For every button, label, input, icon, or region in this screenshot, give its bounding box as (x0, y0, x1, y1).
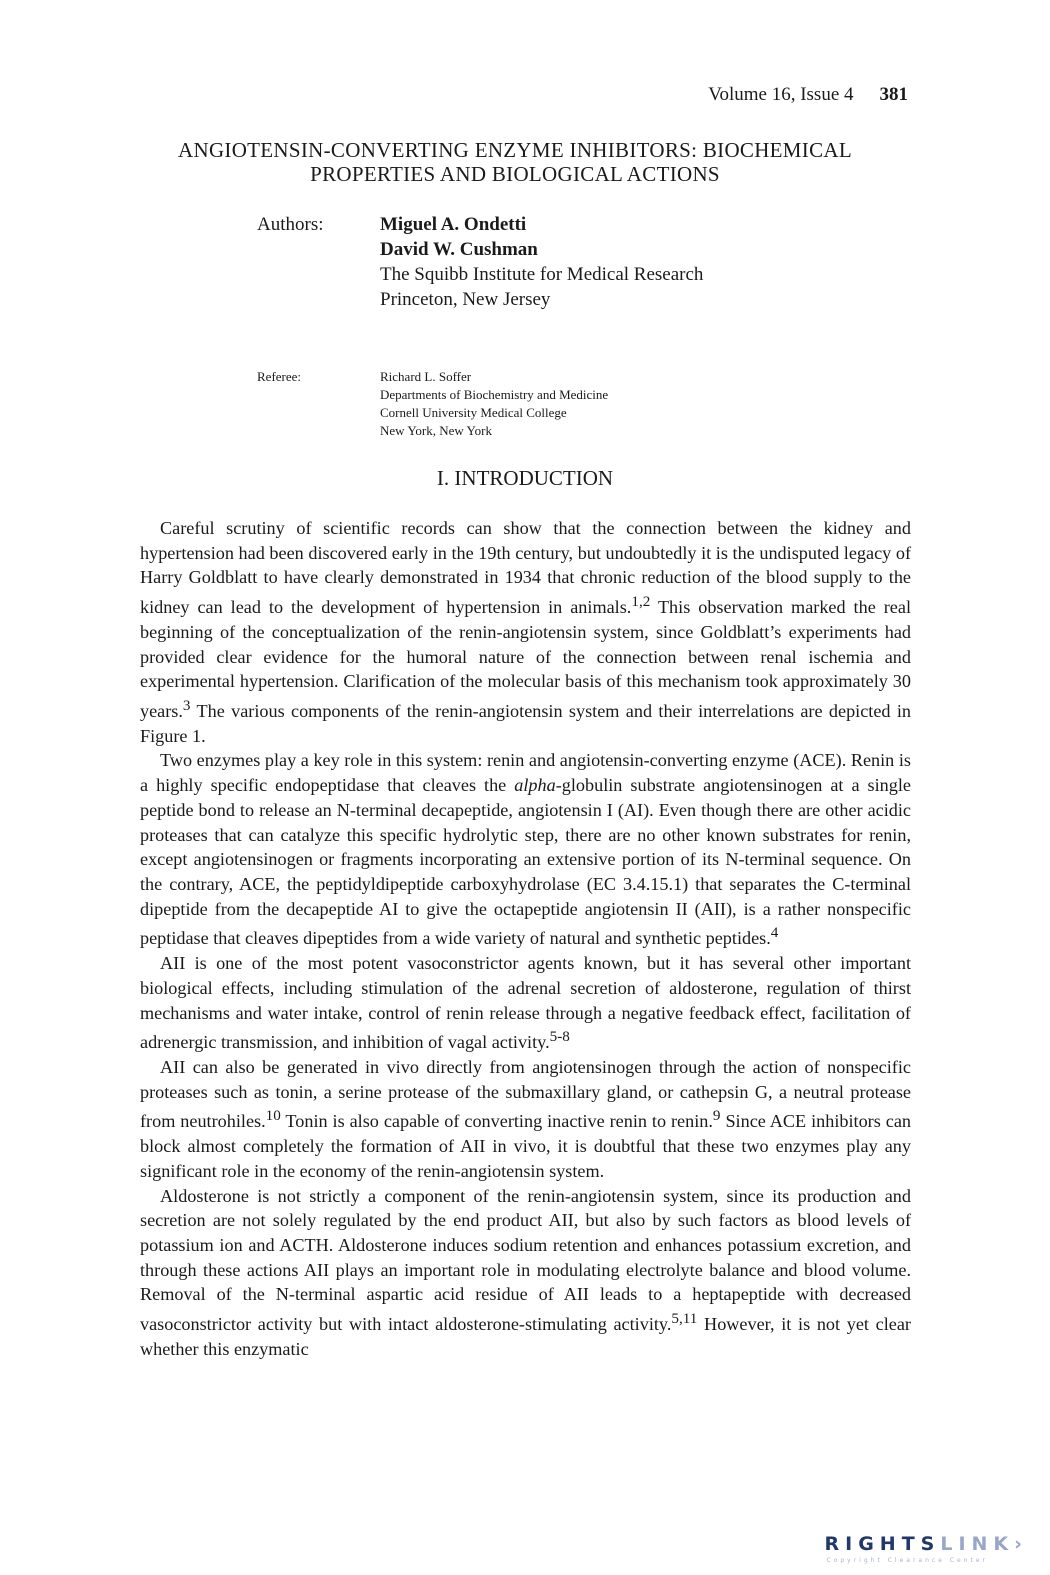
title-line-2: PROPERTIES AND BIOLOGICAL ACTIONS (310, 162, 720, 186)
paragraph (140, 951, 911, 1055)
authors-label: Authors: (257, 214, 324, 235)
text-run: Aldosterone is not strictly a component of the renin-angiotensin system, since its production and secretion are not solely regulated by the end product AII, but also by such factors as blood levels of potassium ion and ACTH. Aldosterone induces sodium retention and enhances potassium excretion, and through these actions AII plays an important role in modulating electrolyte balance and blood volume. Removal of the N-terminal aspartic acid residue of AII leads to a heptapeptide with decreased vasoconstrictor activity but with intact aldosterone-stimulating activity. (140, 1185, 911, 1335)
referee-line: New York, New York (380, 423, 492, 438)
referee-line: Departments of Biochemistry and Medicine (380, 387, 609, 402)
paragraph (140, 748, 911, 951)
paragraph (140, 1055, 911, 1184)
section-heading: I. INTRODUCTION (436, 466, 614, 490)
rightslink-subtitle: Copyright Clearance Center (826, 1557, 988, 1564)
citation: 5-8 (549, 1028, 570, 1046)
referee-line: Richard L. Soffer (380, 369, 472, 384)
referee-line: Cornell University Medical College (380, 405, 567, 420)
citation: 1,2 (631, 593, 651, 611)
text-run: The various components of the renin-angiotensin system and their interrelations are depicted in Figure 1. (140, 701, 911, 746)
title-line-1: ANGIOTENSIN-CONVERTING ENZYME INHIBITORS: BIOCHEMICAL (178, 138, 852, 162)
citation: 3 (182, 696, 191, 714)
volume-issue: Volume 16, Issue 4 (708, 84, 854, 105)
citation: 4 (770, 924, 779, 942)
paragraph (140, 516, 911, 748)
rightslink-logo[interactable] (824, 1533, 1029, 1564)
text-run: Careful scrutiny of scientific records can show that the connection between the kidney and hypertension had been discovered early in the 19th century, but undoubtedly it is the undisputed legacy of Harry Goldblatt to have clearly demonstrated in 1934 that chronic reduction of the blood supply to the kidney can lead to the development of hypertension in animals. (140, 518, 911, 618)
rightslink-arrow-icon: › (1014, 1533, 1028, 1555)
text-run: -globulin substrate angiotensinogen at a single peptide bond to release an N-terminal decapeptide, angiotensin I (AI). Even though there are other acidic proteases that can catalyze this specific hydrolytic step, there are no other known substrates for renin, except angiotensinogen or fragments incorporating an extensive portion of its N-terminal sequence. On the contrary, ACE, the peptidyldipeptide carboxyhydrolase (EC 3.4.15.1) that separates the C-terminal dipeptide from the decapeptide AI to give the octapeptide angiotensin II (AII), is a rather nonspecific peptidase that cleaves dipeptides from a wide variety of natural and synthetic peptides. (140, 775, 911, 949)
paragraph (140, 1184, 911, 1362)
page-number: 381 (879, 84, 908, 105)
text-run: This observation marked the real beginning of the conceptualization of the renin-angiotensin system, since Goldblatt’s experiments had provided clear evidence for the humoral nature of the connection between renal ischemia and experimental hypertension. Clarification of the molecular basis of this mechanism took approximately 30 years. (140, 597, 911, 722)
text-run: However, it is not yet clear whether this enzymatic (140, 1314, 911, 1359)
article-title (120, 138, 910, 186)
text-run: Two enzymes play a key role in this system: renin and angiotensin-converting enzyme (ACE). Renin is a highly specific endopeptidase that cleaves the (140, 750, 911, 796)
rightslink-logo-part: LINK (940, 1533, 1015, 1555)
running-header (708, 84, 908, 106)
italic-term: alpha (514, 775, 556, 796)
citation: 10 (265, 1107, 281, 1125)
text-run: AII is one of the most potent vasoconstrictor agents known, but it has several other important biological effects, including stimulation of the adrenal secretion of aldosterone, regulation of thirst mechanisms and water intake, control of renin release through a negative feedback effect, facilitation of adrenergic transmission, and inhibition of vagal activity. (140, 953, 911, 1053)
citation: 5,11 (671, 1310, 698, 1328)
body-text (140, 516, 911, 1362)
affiliation-line: The Squibb Institute for Medical Research (380, 264, 704, 285)
text-run: Since ACE inhibitors can block almost completely the formation of AII in vivo, it is doubtful that these two enzymes play any significant role in the economy of the renin-angiotensin system. (140, 1111, 911, 1181)
affiliation-line: Princeton, New Jersey (380, 289, 551, 310)
text-run: Tonin is also capable of converting inactive renin to renin. (280, 1111, 713, 1132)
text-run: AII can also be generated in vivo directly from angiotensinogen through the action of nonspecific proteases such as tonin, a serine protease of the submaxillary gland, or cathepsin G, a neutral protease from neutrohiles. (140, 1057, 911, 1132)
citation: 9 (712, 1107, 721, 1125)
rightslink-logo-part: RIGHTS (824, 1533, 941, 1555)
referee-label: Referee: (257, 369, 302, 384)
author-name: David W. Cushman (380, 239, 538, 260)
author-name: Miguel A. Ondetti (380, 214, 527, 235)
